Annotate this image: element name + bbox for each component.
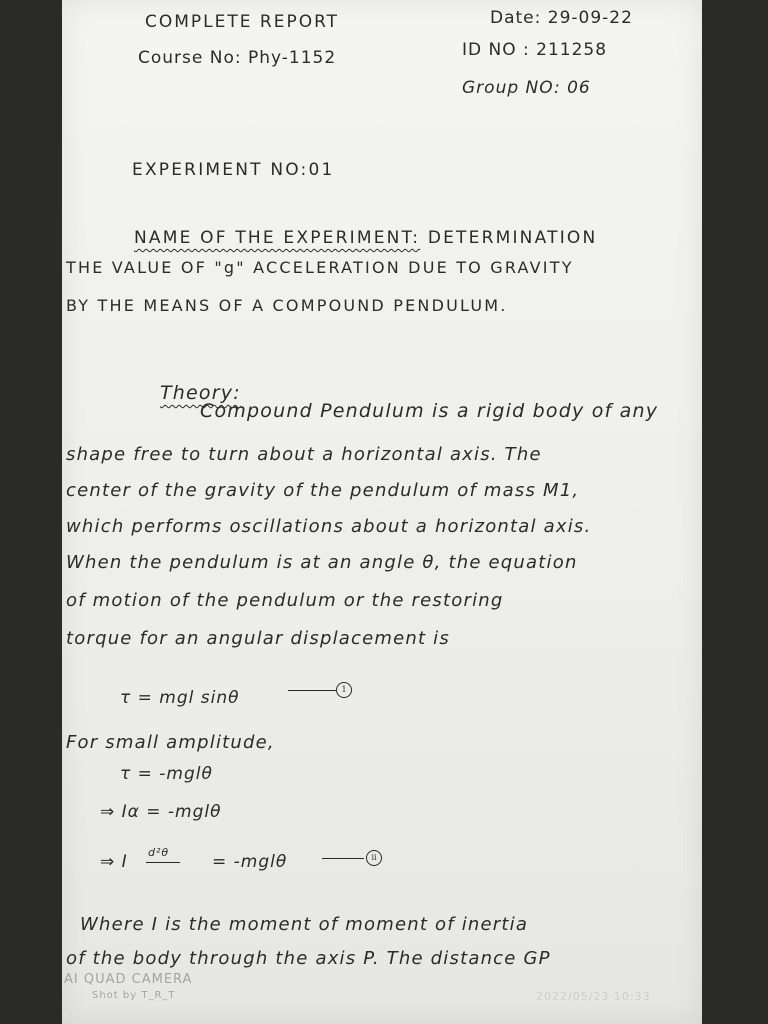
experiment-name-heading bbox=[134, 228, 597, 248]
equation-number-2: ii bbox=[366, 850, 382, 866]
theory-line: center of the gravity of the pendulum of mass M1, bbox=[66, 480, 580, 501]
course-number: Course No: Phy-1152 bbox=[138, 48, 337, 68]
equation-torque: τ = mgl sinθ bbox=[120, 688, 240, 708]
photo-timestamp: 2022/05/23 10:33 bbox=[536, 990, 651, 1003]
theory-line: which performs oscillations about a horizontal axis. bbox=[66, 516, 592, 537]
theory-line: torque for an angular displacement is bbox=[66, 628, 450, 649]
small-amplitude-label: For small amplitude, bbox=[66, 732, 275, 753]
experiment-name-line2: THE VALUE OF "g" ACCELERATION DUE TO GRAVITY bbox=[66, 258, 574, 277]
footer-line: Where I is the moment of moment of inertia bbox=[80, 914, 529, 935]
report-title: COMPLETE REPORT bbox=[145, 12, 340, 32]
equation-fraction-numerator: d²θ bbox=[148, 846, 170, 859]
equation-torque-small: τ = -mglθ bbox=[120, 764, 213, 784]
equation-prefix: ⇒ I bbox=[100, 852, 128, 872]
experiment-number: EXPERIMENT NO:01 bbox=[132, 160, 335, 180]
shot-by-watermark: Shot by T_R_T bbox=[92, 990, 176, 1001]
theory-line: of motion of the pendulum or the restoring bbox=[66, 590, 504, 611]
theory-line: When the pendulum is at an angle θ, the equation bbox=[66, 552, 578, 573]
notebook-page bbox=[62, 0, 702, 1024]
report-date: Date: 29-09-22 bbox=[490, 8, 633, 28]
id-number: ID NO : 211258 bbox=[462, 40, 608, 60]
equation-leader-line bbox=[288, 690, 336, 691]
equation-inertia: ⇒ Iα = -mglθ bbox=[100, 802, 222, 822]
experiment-name-label: NAME OF THE EXPERIMENT: bbox=[134, 228, 421, 248]
fraction-bar bbox=[146, 862, 180, 863]
experiment-name-line3: BY THE MEANS OF A COMPOUND PENDULUM. bbox=[66, 296, 508, 315]
theory-heading: Theory: bbox=[160, 382, 241, 404]
equation-rhs: = -mglθ bbox=[212, 852, 288, 872]
experiment-name-line1: DETERMINATION bbox=[427, 228, 598, 248]
camera-watermark: AI QUAD CAMERA bbox=[64, 972, 193, 987]
equation-number-1: 1 bbox=[336, 682, 352, 698]
theory-line: shape free to turn about a horizontal axis. The bbox=[66, 444, 542, 465]
equation-leader-line bbox=[322, 858, 364, 859]
theory-line: Compound Pendulum is a rigid body of any bbox=[200, 400, 659, 422]
footer-line: of the body through the axis P. The distance GP bbox=[66, 948, 551, 969]
group-number: Group NO: 06 bbox=[462, 78, 591, 98]
